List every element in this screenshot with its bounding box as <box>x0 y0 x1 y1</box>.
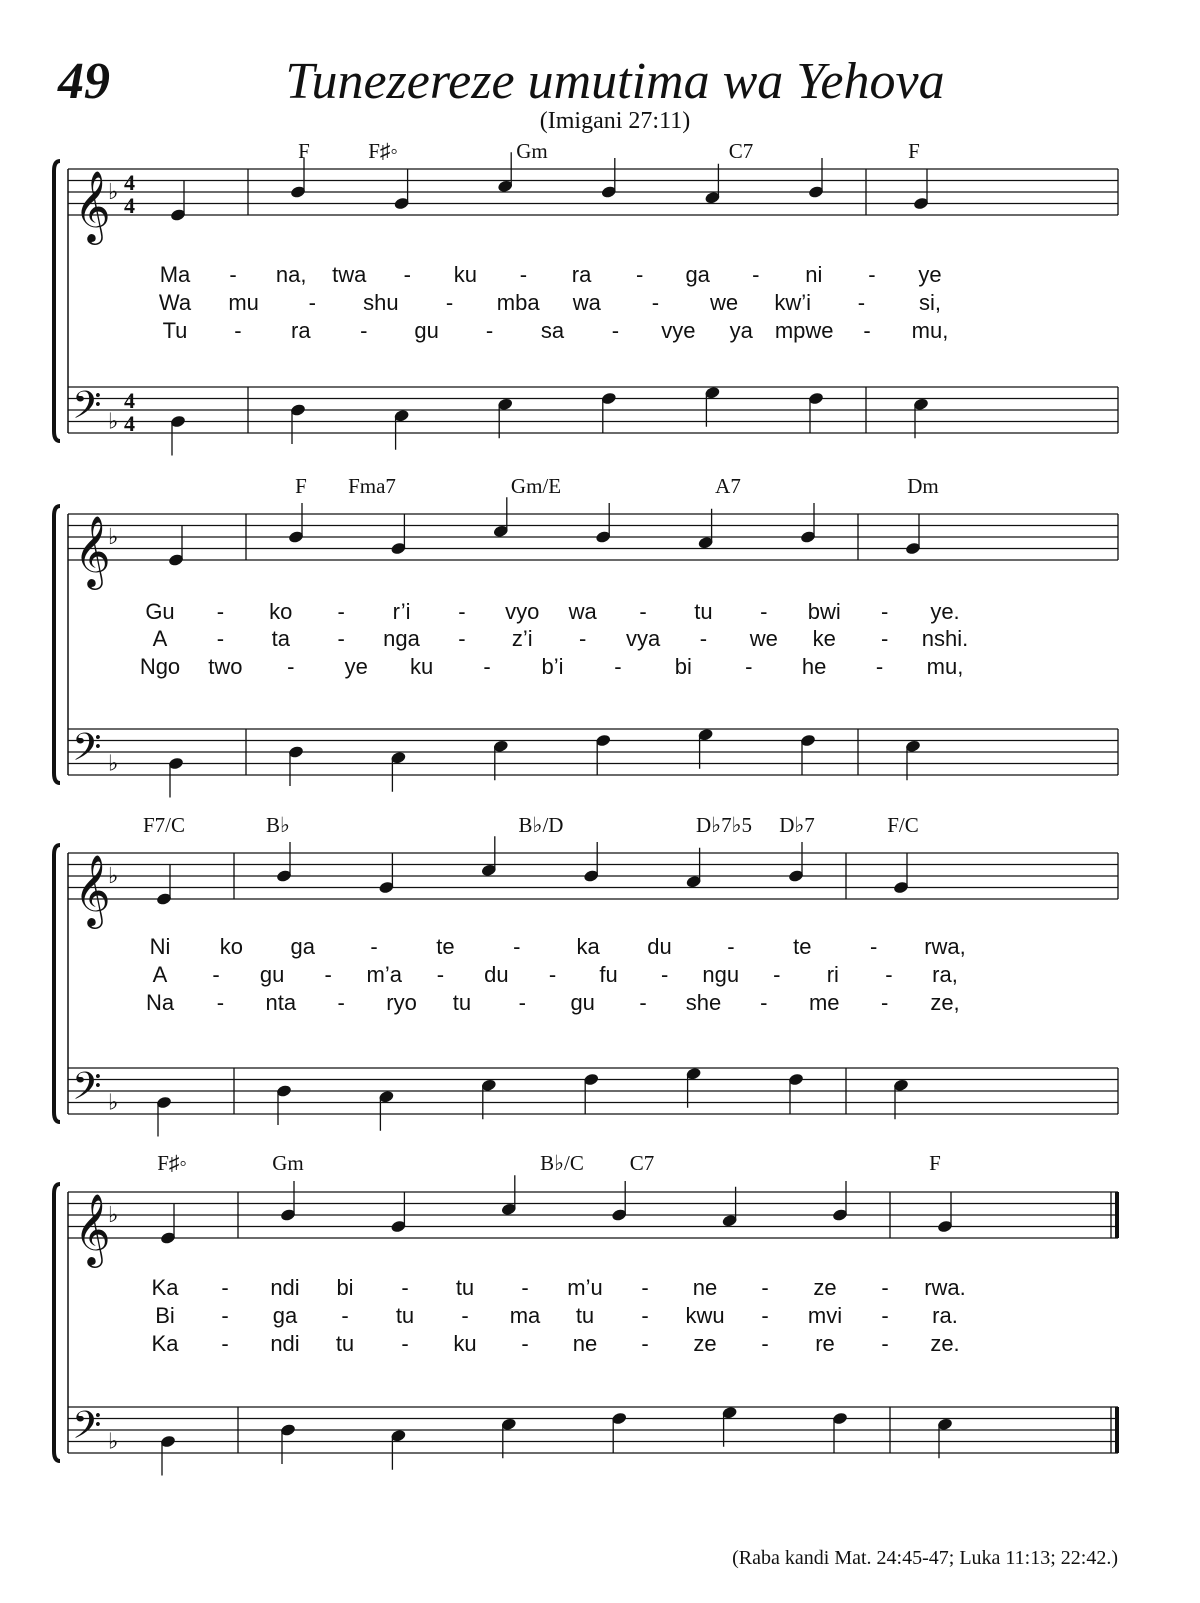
chord-symbol: A7 <box>715 474 741 498</box>
treble-clef-icon: 𝄞 <box>74 1192 111 1265</box>
lyric-syllable: na, <box>275 262 307 287</box>
lyric-hyphen: - <box>518 990 526 1015</box>
key-flat-icon: ♭ <box>108 1090 119 1116</box>
lyric-syllable: ya <box>729 318 753 343</box>
lyric-syllable: ne <box>572 1331 598 1356</box>
lyric-syllable: ze <box>813 1275 837 1300</box>
bass-staff <box>68 729 1118 775</box>
lyric-syllable: ka <box>576 934 600 959</box>
lyric-syllable: ra <box>571 262 592 287</box>
lyric-syllable: ma <box>509 1303 541 1328</box>
lyric-syllable: ko <box>219 934 243 959</box>
lyric-syllable: Ni <box>149 934 171 959</box>
treble-staff <box>68 169 1118 215</box>
lyric-syllable: ra. <box>932 1303 958 1328</box>
lyric-syllable: rwa, <box>924 934 966 959</box>
lyric-syllable: bwi <box>807 599 841 624</box>
lyric-hyphen: - <box>341 1303 349 1328</box>
lyric-syllable: ra, <box>932 962 958 987</box>
treble-staff <box>68 853 1118 899</box>
chord-symbol: C7 <box>728 139 754 163</box>
lyric-hyphen: - <box>760 990 768 1015</box>
chord-symbol: F♯◦ <box>157 1151 187 1175</box>
lyric-hyphen: - <box>881 1275 889 1300</box>
key-flat-icon: ♭ <box>108 409 119 435</box>
system-2 <box>54 474 1118 798</box>
lyric-syllable: re <box>815 1331 835 1356</box>
lyric-syllable: bi <box>336 1275 354 1300</box>
lyric-hyphen: - <box>639 599 647 624</box>
lyric-syllable: two <box>208 654 243 679</box>
lyric-hyphen: - <box>880 599 889 624</box>
chord-symbol: Dm <box>907 474 939 498</box>
lyric-syllable: nshi. <box>921 626 969 651</box>
lyric-syllable: m’a <box>366 962 403 987</box>
lyric-syllable: te <box>436 934 455 959</box>
lyric-syllable: nga <box>383 626 420 651</box>
lyric-hyphen: - <box>216 626 225 651</box>
lyric-syllable: ri <box>826 962 839 987</box>
lyric-syllable: Ngo <box>139 654 181 679</box>
lyric-syllable: ze, <box>930 990 960 1015</box>
bass-staff <box>68 1407 1118 1453</box>
lyric-syllable: mvi <box>807 1303 843 1328</box>
lyric-syllable: mu <box>228 290 259 315</box>
lyric-syllable: ye. <box>930 599 960 624</box>
lyric-hyphen: - <box>287 654 295 679</box>
lyric-syllable: shu <box>363 290 399 315</box>
lyric-syllable: Ka <box>151 1331 179 1356</box>
lyric-hyphen: - <box>337 599 345 624</box>
lyric-hyphen: - <box>403 262 411 287</box>
chord-symbol: F <box>298 139 310 163</box>
treble-clef-icon: 𝄞 <box>74 853 111 926</box>
chord-symbol: F/C <box>887 813 919 837</box>
system-4 <box>54 1151 1117 1476</box>
bass-clef-icon: 𝄢 <box>72 1063 102 1118</box>
time-signature-top: 4 <box>124 388 135 413</box>
key-flat-icon: ♭ <box>108 864 119 889</box>
lyric-syllable: ne <box>692 1275 718 1300</box>
lyric-syllable: ga <box>290 934 315 959</box>
lyric-hyphen: - <box>875 654 884 679</box>
system-bracket <box>54 1184 60 1461</box>
lyric-syllable: ndi <box>270 1275 300 1300</box>
chord-symbol: Fma7 <box>348 474 396 498</box>
lyric-hyphen: - <box>401 1275 409 1300</box>
lyric-syllable: ga <box>272 1303 298 1328</box>
lyric-hyphen: - <box>752 262 760 287</box>
lyric-syllable: r’i <box>392 599 411 624</box>
lyric-syllable: du <box>484 962 509 987</box>
lyric-syllable: du <box>647 934 672 959</box>
hymn-number: 49 <box>58 53 110 110</box>
lyric-syllable: ga <box>685 262 710 287</box>
lyric-hyphen: - <box>221 1331 229 1356</box>
lyric-hyphen: - <box>760 599 768 624</box>
lyric-hyphen: - <box>611 318 620 343</box>
lyric-syllable: ze <box>693 1331 717 1356</box>
lyric-syllable: si, <box>919 290 941 315</box>
lyric-hyphen: - <box>548 962 557 987</box>
chord-symbol: F7/C <box>142 813 186 837</box>
lyric-hyphen: - <box>337 626 345 651</box>
time-signature-bottom: 4 <box>124 411 135 436</box>
lyric-hyphen: - <box>863 318 871 343</box>
lyric-hyphen: - <box>221 1303 229 1328</box>
lyric-hyphen: - <box>234 318 242 343</box>
lyric-syllable: ra <box>291 318 311 343</box>
lyric-syllable: gu <box>259 962 285 987</box>
lyric-hyphen: - <box>360 318 368 343</box>
lyric-syllable: vya <box>625 626 661 651</box>
system-bracket <box>54 506 60 783</box>
lyric-syllable: we <box>749 626 778 651</box>
lyric-hyphen: - <box>727 934 735 959</box>
lyric-syllable: ye <box>344 654 368 679</box>
lyric-syllable: ku <box>453 1331 477 1356</box>
chord-symbol: Gm/E <box>510 474 562 498</box>
lyric-hyphen: - <box>483 654 491 679</box>
lyric-syllable: Bi <box>155 1303 175 1328</box>
lyric-syllable: wa <box>572 290 601 315</box>
lyric-syllable: ze. <box>930 1331 960 1356</box>
system-bracket <box>54 161 60 441</box>
lyric-hyphen: - <box>641 1275 649 1300</box>
lyric-hyphen: - <box>880 626 889 651</box>
lyric-hyphen: - <box>651 290 660 315</box>
lyric-hyphen: - <box>324 962 332 987</box>
lyric-hyphen: - <box>880 990 889 1015</box>
lyric-syllable: ye <box>918 262 942 287</box>
treble-clef-icon: 𝄞 <box>74 169 111 242</box>
treble-clef-icon: 𝄞 <box>74 514 111 587</box>
lyric-hyphen: - <box>521 1275 529 1300</box>
lyric-syllable: ke <box>812 626 836 651</box>
lyric-hyphen: - <box>579 626 587 651</box>
bass-clef-icon: 𝄢 <box>72 382 102 437</box>
lyric-hyphen: - <box>216 599 225 624</box>
key-flat-icon: ♭ <box>108 1203 119 1228</box>
scripture-reference: (Imigani 27:11) <box>539 108 691 134</box>
lyric-syllable: ko <box>269 599 293 624</box>
lyric-hyphen: - <box>458 626 466 651</box>
lyric-hyphen: - <box>401 1331 409 1356</box>
treble-staff <box>68 514 1118 560</box>
lyric-syllable: mu, <box>911 318 949 343</box>
treble-staff <box>68 1192 1118 1238</box>
lyric-syllable: Wa <box>158 290 192 315</box>
lyric-hyphen: - <box>370 934 378 959</box>
bass-staff <box>68 387 1118 433</box>
lyric-syllable: tu <box>455 1275 475 1300</box>
lyric-hyphen: - <box>221 1275 229 1300</box>
lyric-syllable: Na <box>145 990 175 1015</box>
system-bracket <box>54 845 60 1122</box>
lyric-syllable: A <box>152 626 168 651</box>
lyric-syllable: me <box>808 990 840 1015</box>
cross-reference-footer: (Raba kandi Mat. 24:45-47; Luka 11:13; 22:42.) <box>732 1547 1118 1569</box>
key-flat-icon: ♭ <box>108 751 119 777</box>
lyric-syllable: mba <box>496 290 540 315</box>
lyric-hyphen: - <box>761 1275 769 1300</box>
lyric-hyphen: - <box>436 962 445 987</box>
lyric-syllable: vyo <box>505 599 540 624</box>
lyric-hyphen: - <box>212 962 220 987</box>
chord-symbol: B♭ <box>266 813 290 837</box>
lyric-hyphen: - <box>445 290 454 315</box>
system-1 <box>54 139 1118 456</box>
lyric-hyphen: - <box>639 990 647 1015</box>
lyric-hyphen: - <box>458 599 466 624</box>
lyric-syllable: mu, <box>926 654 964 679</box>
key-flat-icon: ♭ <box>108 1429 119 1455</box>
key-flat-icon: ♭ <box>108 525 119 550</box>
lyric-syllable: ni <box>805 262 823 287</box>
system-3 <box>54 813 1118 1137</box>
lyric-hyphen: - <box>337 990 345 1015</box>
chord-symbol: B♭/D <box>518 813 564 837</box>
lyric-syllable: gu <box>570 990 595 1015</box>
time-signature-bottom: 4 <box>124 193 135 218</box>
lyric-hyphen: - <box>660 962 669 987</box>
lyric-syllable: nta <box>265 990 297 1015</box>
lyric-hyphen: - <box>521 1331 529 1356</box>
lyric-syllable: kwu <box>685 1303 725 1328</box>
lyric-syllable: m’u <box>567 1275 603 1300</box>
bass-clef-icon: 𝄢 <box>72 1402 102 1457</box>
lyric-syllable: ku <box>410 654 434 679</box>
lyric-syllable: we <box>710 290 739 315</box>
bass-clef-icon: 𝄢 <box>72 724 102 779</box>
lyric-hyphen: - <box>641 1303 649 1328</box>
chord-symbol: B♭/C <box>540 1151 584 1175</box>
lyric-hyphen: - <box>485 318 494 343</box>
lyric-syllable: he <box>801 654 827 679</box>
lyric-hyphen: - <box>229 262 237 287</box>
lyric-syllable: bi <box>674 654 692 679</box>
chord-symbol: D♭7♭5 <box>696 813 752 837</box>
lyric-syllable: tu <box>694 599 713 624</box>
lyric-hyphen: - <box>885 962 893 987</box>
lyric-syllable: A <box>152 962 168 987</box>
lyric-syllable: fu <box>599 962 618 987</box>
lyric-syllable: mpwe <box>774 318 834 343</box>
lyric-syllable: she <box>685 990 722 1015</box>
lyric-hyphen: - <box>519 262 528 287</box>
lyric-hyphen: - <box>869 934 878 959</box>
chord-symbol: F <box>929 1151 941 1175</box>
lyric-syllable: Gu <box>145 599 175 624</box>
lyric-syllable: gu <box>414 318 439 343</box>
lyric-syllable: sa <box>540 318 565 343</box>
lyric-syllable: tu <box>575 1303 595 1328</box>
lyric-syllable: wa <box>568 599 597 624</box>
lyric-syllable: z’i <box>511 626 533 651</box>
lyric-hyphen: - <box>308 290 316 315</box>
lyric-syllable: tu <box>335 1331 355 1356</box>
lyric-syllable: Tu <box>162 318 188 343</box>
lyric-hyphen: - <box>745 654 753 679</box>
lyric-hyphen: - <box>699 626 708 651</box>
lyric-syllable: b’i <box>541 654 564 679</box>
lyric-hyphen: - <box>773 962 781 987</box>
lyric-hyphen: - <box>513 934 521 959</box>
time-signature-top: 4 <box>124 170 135 195</box>
chord-symbol: Gm <box>516 139 548 163</box>
lyric-syllable: tu <box>395 1303 415 1328</box>
chord-symbol: D♭7 <box>779 813 815 837</box>
lyric-hyphen: - <box>761 1303 769 1328</box>
hymn-title: Tunezereze umutima wa Yehova <box>285 53 945 110</box>
lyric-syllable: kw’i <box>774 290 812 315</box>
key-flat-icon: ♭ <box>108 180 119 205</box>
lyric-syllable: ku <box>453 262 478 287</box>
lyric-syllable: ta <box>271 626 290 651</box>
lyric-syllable: tu <box>452 990 472 1015</box>
lyric-syllable: Ma <box>159 262 191 287</box>
lyric-syllable: ndi <box>270 1331 300 1356</box>
lyric-hyphen: - <box>868 262 876 287</box>
chord-symbol: C7 <box>629 1151 655 1175</box>
lyric-hyphen: - <box>614 654 622 679</box>
lyric-syllable: vye <box>661 318 696 343</box>
lyric-hyphen: - <box>857 290 866 315</box>
lyric-syllable: rwa. <box>924 1275 966 1300</box>
lyric-hyphen: - <box>761 1331 769 1356</box>
lyric-hyphen: - <box>881 1303 889 1328</box>
lyric-syllable: ryo <box>386 990 417 1015</box>
chord-symbol: F <box>908 139 920 163</box>
lyric-hyphen: - <box>461 1303 469 1328</box>
lyric-syllable: twa <box>332 262 367 287</box>
chord-symbol: F♯◦ <box>368 139 398 163</box>
lyric-hyphen: - <box>641 1331 649 1356</box>
lyric-syllable: ngu <box>702 962 740 987</box>
lyric-syllable: Ka <box>151 1275 179 1300</box>
lyric-syllable: te <box>793 934 812 959</box>
chord-symbol: Gm <box>272 1151 304 1175</box>
lyric-hyphen: - <box>635 262 644 287</box>
lyric-hyphen: - <box>881 1331 889 1356</box>
chord-symbol: F <box>295 474 307 498</box>
lyric-hyphen: - <box>216 990 225 1015</box>
